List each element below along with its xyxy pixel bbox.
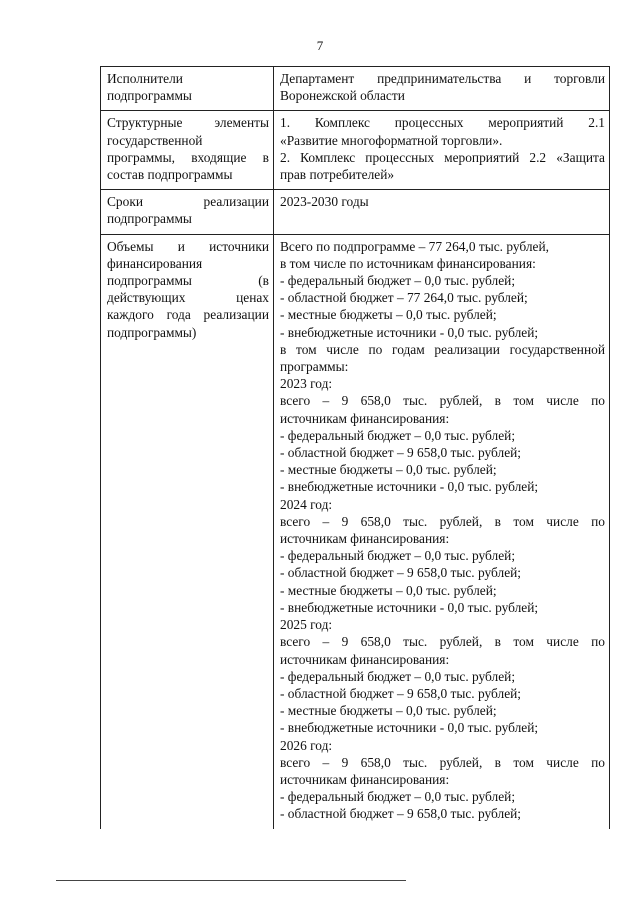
row-value-line: - федеральный бюджет – 0,0 тыс. рублей; — [280, 789, 516, 805]
row-value-line: - местные бюджеты – 0,0 тыс. рублей; — [280, 703, 497, 719]
row-value-line: 1. Комплекс процессных мероприятий 2.1 — [280, 115, 605, 131]
row-label-line: программы, входящие в — [107, 149, 269, 165]
row-value-line: - внебюджетные источники - 0,0 тыс. рублей; — [280, 479, 539, 495]
row-label-line: подпрограммы) — [107, 324, 197, 340]
table-row — [101, 67, 610, 111]
row-value-line: всего – 9 658,0 тыс. рублей, в том числе по — [280, 393, 605, 409]
row-value-line: 2024 год: — [280, 496, 333, 512]
row-label-line: подпрограммы (в — [107, 273, 269, 289]
row-label-line: действующих ценах — [107, 290, 269, 306]
row-label-line: подпрограммы — [107, 88, 192, 104]
row-value-line: Департамент предпринимательства и торговли — [280, 71, 605, 86]
row-value-line: 2025 год: — [280, 617, 333, 633]
row-label-line: Исполнители — [107, 71, 183, 86]
subprogram-passport-table — [100, 66, 610, 829]
row-value-line: - областной бюджет – 9 658,0 тыс. рублей; — [280, 685, 522, 701]
row-value-cell — [274, 234, 610, 828]
row-value-line: «Развитие многоформатной торговли». — [280, 132, 503, 148]
row-value-cell — [274, 190, 610, 234]
row-value-line: Всего по подпрограмме – 77 264,0 тыс. рублей, — [280, 238, 550, 254]
row-value-line: - местные бюджеты – 0,0 тыс. рублей; — [280, 582, 497, 598]
row-value-line: всего – 9 658,0 тыс. рублей, в том числе по — [280, 634, 605, 650]
row-value-line: - областной бюджет – 9 658,0 тыс. рублей; — [280, 445, 522, 461]
table-body — [101, 67, 610, 829]
row-value-line: всего – 9 658,0 тыс. рублей, в том числе по — [280, 754, 605, 770]
row-value-line: - федеральный бюджет – 0,0 тыс. рублей; — [280, 273, 516, 289]
row-value-line: прав потребителей» — [280, 167, 395, 183]
row-value-line: в том числе по источникам финансирования: — [280, 255, 536, 271]
row-label-line: Объемы и источники — [107, 238, 269, 254]
page-number: 7 — [316, 38, 324, 53]
row-value-cell — [274, 111, 610, 190]
row-value-line: - местные бюджеты – 0,0 тыс. рублей; — [280, 462, 497, 478]
row-value-line: в том числе по годам реализации государственной — [280, 341, 605, 357]
row-value-line: - федеральный бюджет – 0,0 тыс. рублей; — [280, 427, 516, 443]
row-label-line: каждого года реализации — [107, 307, 269, 323]
row-label-line: государственной — [107, 132, 203, 148]
row-value-line: - областной бюджет – 9 658,0 тыс. рублей; — [280, 565, 522, 581]
table-row — [101, 234, 610, 828]
row-value-line: 2. Комплекс процессных мероприятий 2.2 «Защита — [280, 149, 605, 165]
row-value-line: программы: — [280, 359, 349, 375]
row-label-line: Структурные элементы — [107, 115, 269, 131]
row-value-line: - внебюджетные источники - 0,0 тыс. рублей; — [280, 720, 539, 736]
row-label-cell — [101, 234, 274, 828]
row-label-line: состав подпрограммы — [107, 167, 233, 183]
row-value-line: источникам финансирования: — [280, 771, 450, 787]
footer-divider — [56, 880, 406, 881]
row-value-cell — [274, 67, 610, 111]
row-value-line: 2026 год: — [280, 737, 333, 753]
row-value-line: - федеральный бюджет – 0,0 тыс. рублей; — [280, 668, 516, 684]
row-value-line: источникам финансирования: — [280, 410, 450, 426]
row-value-line: - местные бюджеты – 0,0 тыс. рублей; — [280, 307, 497, 323]
row-label-cell — [101, 67, 274, 111]
row-value-line: 2023-2030 годы — [280, 194, 369, 210]
row-value-line: всего – 9 658,0 тыс. рублей, в том числе по — [280, 513, 605, 529]
row-value-line: источникам финансирования: — [280, 531, 450, 547]
table-row — [101, 111, 610, 190]
row-value-line: - внебюджетные источники - 0,0 тыс. рублей; — [280, 599, 539, 615]
row-value-line: Воронежской области — [280, 88, 405, 104]
row-value-line: - внебюджетные источники - 0,0 тыс. рублей; — [280, 324, 539, 340]
row-label-line: Сроки реализации — [107, 194, 269, 210]
table-row — [101, 190, 610, 234]
row-label-cell — [101, 190, 274, 234]
row-value-line: - федеральный бюджет – 0,0 тыс. рублей; — [280, 548, 516, 564]
row-label-line: финансирования — [107, 255, 203, 271]
row-value-line: источникам финансирования: — [280, 651, 450, 667]
row-label-line: подпрограммы — [107, 211, 192, 227]
row-value-line: - областной бюджет – 9 658,0 тыс. рублей; — [280, 806, 522, 822]
row-value-line: 2023 год: — [280, 376, 333, 392]
row-value-line: - областной бюджет – 77 264,0 тыс. рублей; — [280, 290, 528, 306]
row-label-cell — [101, 111, 274, 190]
